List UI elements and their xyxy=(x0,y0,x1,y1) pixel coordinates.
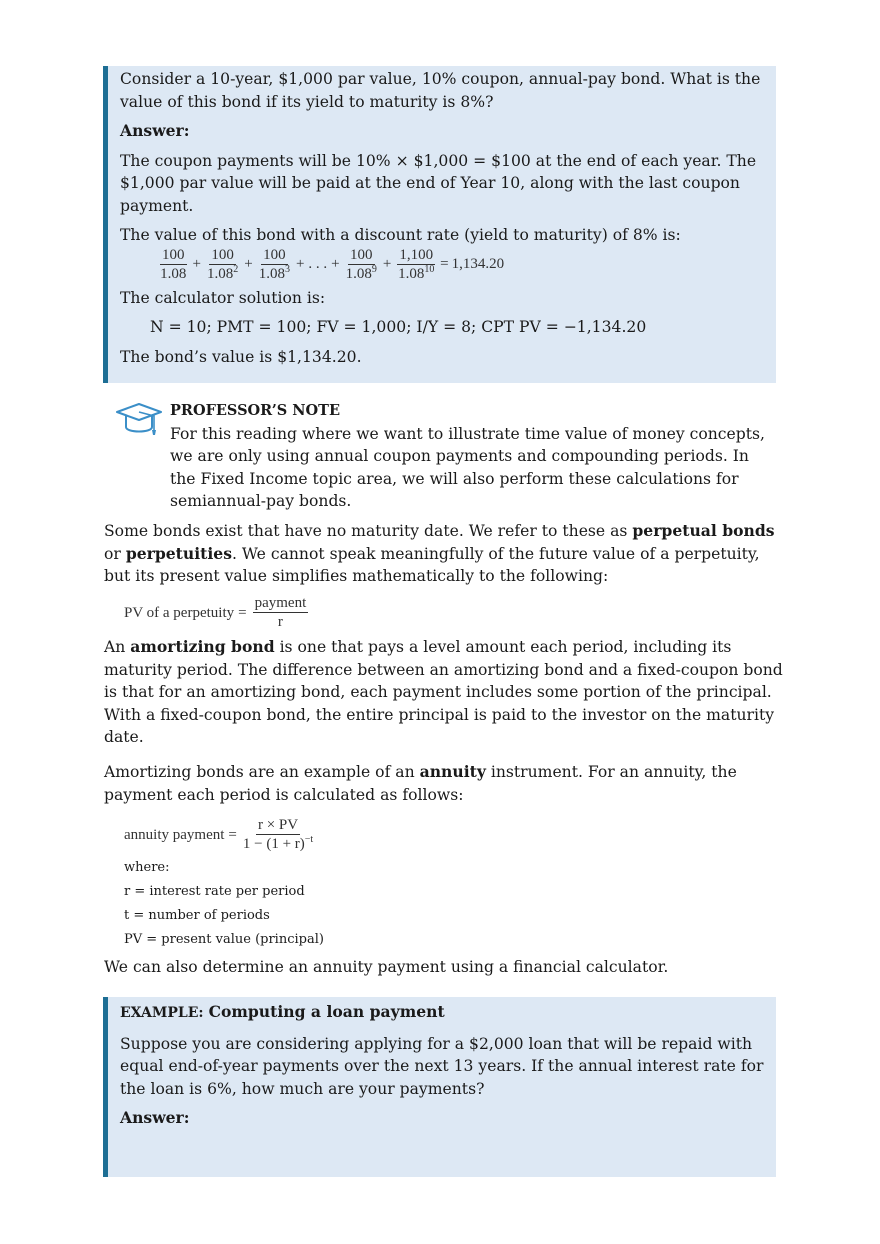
definition: r = interest rate per period xyxy=(124,884,305,899)
professors-note xyxy=(112,400,772,513)
discount-paragraph: The value of this bond with a discount rate (yield to maturity) of 8% is: xyxy=(120,226,681,244)
graduation-cap-icon xyxy=(114,402,164,440)
question: Suppose you are considering applying for a $2,000 loan that will be repaid with equal end-of-year payments over the next 13 years. If the annual interest rate for the loan is 6%, how much are your payments? xyxy=(120,1034,764,1098)
term-1: $\frac{100}{1.08}$ xyxy=(160,246,187,282)
variable-definitions xyxy=(124,856,324,952)
answer-label: Answer: xyxy=(120,1108,190,1127)
definition: PV = present value (principal) xyxy=(124,932,324,947)
example-heading: EXAMPLE: Computing a loan payment xyxy=(120,1002,445,1021)
perpetuity-formula: PV of a perpetuity = $\frac{\text{payment}}{r}$ xyxy=(124,595,307,630)
bond-value-conclusion: The bond’s value is $1,134.20. xyxy=(120,347,362,366)
where-label: where: xyxy=(124,860,170,875)
term-2: $\frac{100}{1.08^2}$ xyxy=(206,246,239,282)
calculator-label: The calculator solution is: xyxy=(120,288,326,307)
term-9: $\frac{100}{1.08^9}$ xyxy=(345,246,377,282)
term-10: $\frac{1,100}{1.08^{10}}$ xyxy=(398,246,435,282)
note-title: PROFESSOR’S NOTE xyxy=(170,402,341,419)
coupon-paragraph: The coupon payments will be 10% × $1,000 = $100 at the end of each year. The $1,000 par value will be paid at the end of Year 10, along with the last coupon payment. xyxy=(120,151,757,215)
answer-label: Answer: xyxy=(120,121,190,140)
example-box-bond-value xyxy=(103,66,776,383)
annuity-formula: annuity payment = $\frac{r \times PV}{1 - (1 + r)^{-t}}$ xyxy=(124,817,314,852)
perpetuity-paragraph: Some bonds exist that have no maturity date. We refer to these as perpetual bonds or perpetuities. We cannot speak meaningfully of the future value of a perpetuity, but its present value simplifies mathematically to the following: xyxy=(104,521,775,585)
term-3: $\frac{100}{1.08^3}$ xyxy=(258,246,290,282)
question: Consider a 10-year, $1,000 par value, 10% coupon, annual-pay bond. What is the value of this bond if its yield to maturity is 8%? xyxy=(120,70,761,111)
note-text: For this reading where we want to illustrate time value of money concepts, we are only using annual coupon payments and compounding periods. In the Fixed Income topic area, we will also perform these calculations for semiannual-pay bonds. xyxy=(170,424,765,510)
amortizing-paragraph: An amortizing bond is one that pays a level amount each period, including its maturity period. The difference between an amortizing bond and a fixed-coupon bond is that for an amortizing bond, each payment includes some portion of the principal. With a fixed-coupon bond, the entire principal is paid to the investor on the maturity date. xyxy=(104,637,783,746)
calculator-solution: N = 10; PMT = 100; FV = 1,000; I/Y = 8; CPT PV = −1,134.20 xyxy=(150,318,647,336)
bond-value-formula: $\frac{100}{1.08}$ + $\frac{100}{1.08^2}$ + $\frac{100}{1.08^3}$ + . . . + $\frac{100}{1.08^9}$ + $\frac{1,100}{1.08^{10}}$ = 1,134.20 xyxy=(160,246,505,282)
definition: t = number of periods xyxy=(124,908,270,923)
annuity-paragraph: Amortizing bonds are an example of an annuity instrument. For an annuity, the payment each period is calculated as follows: xyxy=(104,762,737,804)
calculator-note: We can also determine an annuity payment using a financial calculator. xyxy=(104,958,669,976)
example-box-loan-payment xyxy=(103,997,776,1177)
